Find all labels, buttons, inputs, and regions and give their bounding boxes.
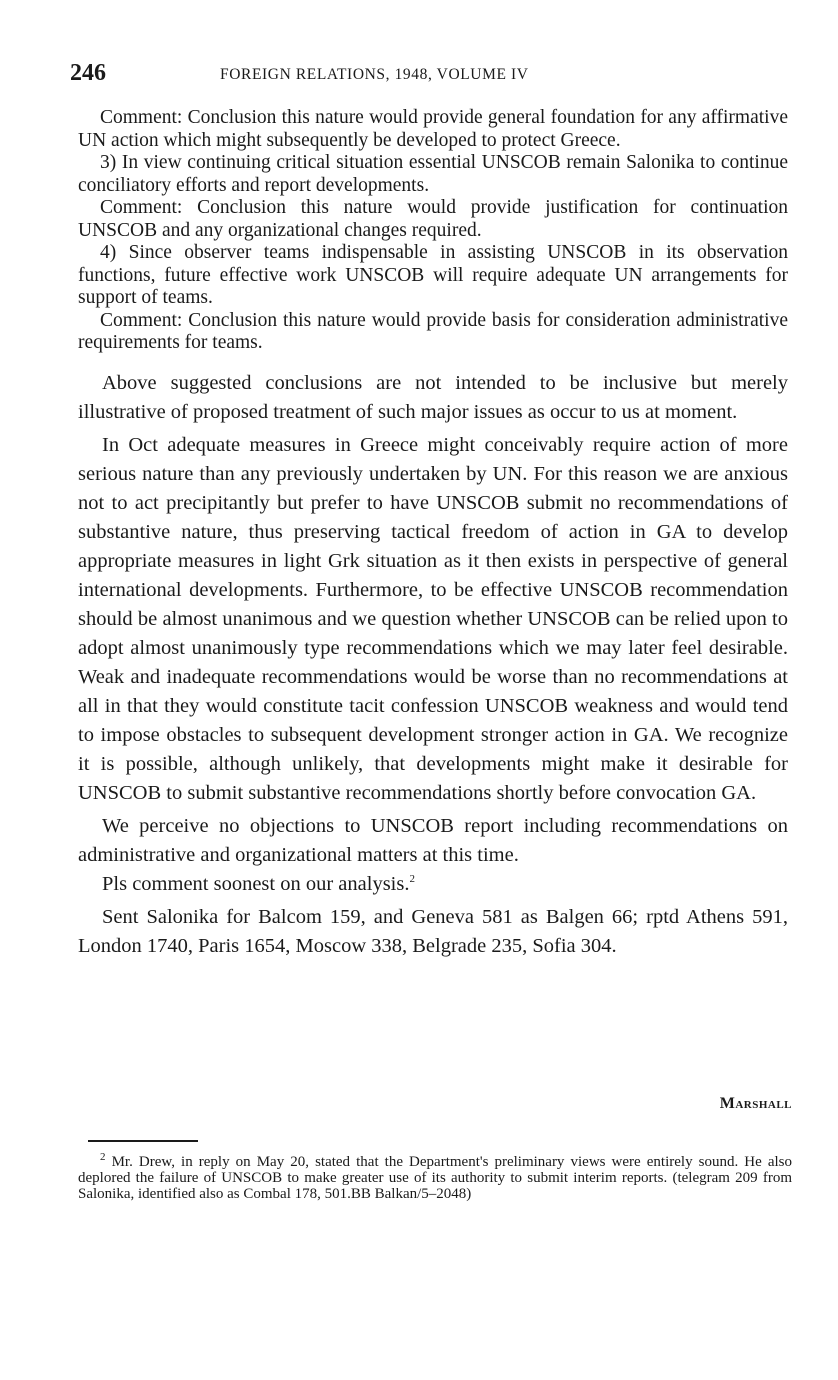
comment-paragraph: Comment: Conclusion this nature would provide justification for continuation UNSCOB and any organizational changes required.	[78, 197, 788, 241]
body-text	[78, 107, 788, 961]
conclusion-item-3: 3) In view continuing critical situation essential UNSCOB remain Salonika to continue conciliatory efforts and report developments.	[78, 152, 788, 196]
running-head: FOREIGN RELATIONS, 1948, VOLUME IV	[220, 66, 529, 83]
body-paragraph: We perceive no objections to UNSCOB report including recommendations on administrative and organizational matters at this time.	[78, 814, 788, 866]
conclusion-item-4: 4) Since observer teams indispensable in assisting UNSCOB in its observation functions, future effective work UNSCOB will require adequate UN arrangements for support of teams.	[78, 242, 788, 308]
footnote-marker: 2	[100, 1151, 106, 1163]
analysis-section	[78, 369, 788, 961]
pls-comment-paragraph	[78, 870, 788, 899]
page-header	[70, 60, 790, 94]
conclusions-list	[78, 107, 788, 355]
body-paragraph: In Oct adequate measures in Greece might conceivably require action of more serious nature than any previously undertaken by UN. For this reason we are anxious not to act precipitantly but prefer to have UNSCOB submit no recommendations of substantive nature, thus preserving tactical freedom of action in GA to develop appropriate measures in light Grk situation as it then exists in perspective of general international developments. Furthermore, to be effective UNSCOB recommendation should be almost unanimous and we question whether UNSCOB can be relied upon to adopt almost unanimously type recommendations which we may later feel desirable. Weak and inadequate recommendations would be worse than no recommendations at all in that they would constitute tacit confession UNSCOB weakness and would tend to impose obstacles to subsequent development stronger action in GA. We recognize it is possible, although unlikely, that developments might make it desirable for UNSCOB to submit substantive recommendations shortly before convocation GA.	[78, 433, 788, 804]
comment-paragraph: Comment: Conclusion this nature would provide basis for consideration administrative requirements for teams.	[78, 309, 788, 353]
page-number: 246	[70, 60, 106, 86]
distribution-paragraph: Sent Salonika for Balcom 159, and Geneva 581 as Balgen 66; rptd Athens 591, London 1740, Paris 1654, Moscow 338, Belgrade 235, Sofia 304.	[78, 905, 788, 957]
footnote-divider	[88, 1140, 198, 1142]
footnote-reference: 2	[409, 872, 415, 885]
pls-comment-text: Pls comment soonest on our analysis.	[102, 872, 410, 895]
footnote	[78, 1151, 792, 1202]
signature: Marshall	[719, 1095, 792, 1112]
comment-paragraph: Comment: Conclusion this nature would provide general foundation for any affirmative UN action which might subsequently be developed to protect Greece.	[78, 107, 788, 151]
body-paragraph: Above suggested conclusions are not intended to be inclusive but merely illustrative of proposed treatment of such major issues as occur to us at moment.	[78, 371, 788, 423]
footnote-text: Mr. Drew, in reply on May 20, stated that the Department's preliminary views were entirely sound. He also deplored the failure of UNSCOB to make greater use of its authority to submit interim reports. (telegram 209 from Salonika, identified also as Combal 178, 501.BB Balkan/5–2048)	[78, 1154, 792, 1202]
